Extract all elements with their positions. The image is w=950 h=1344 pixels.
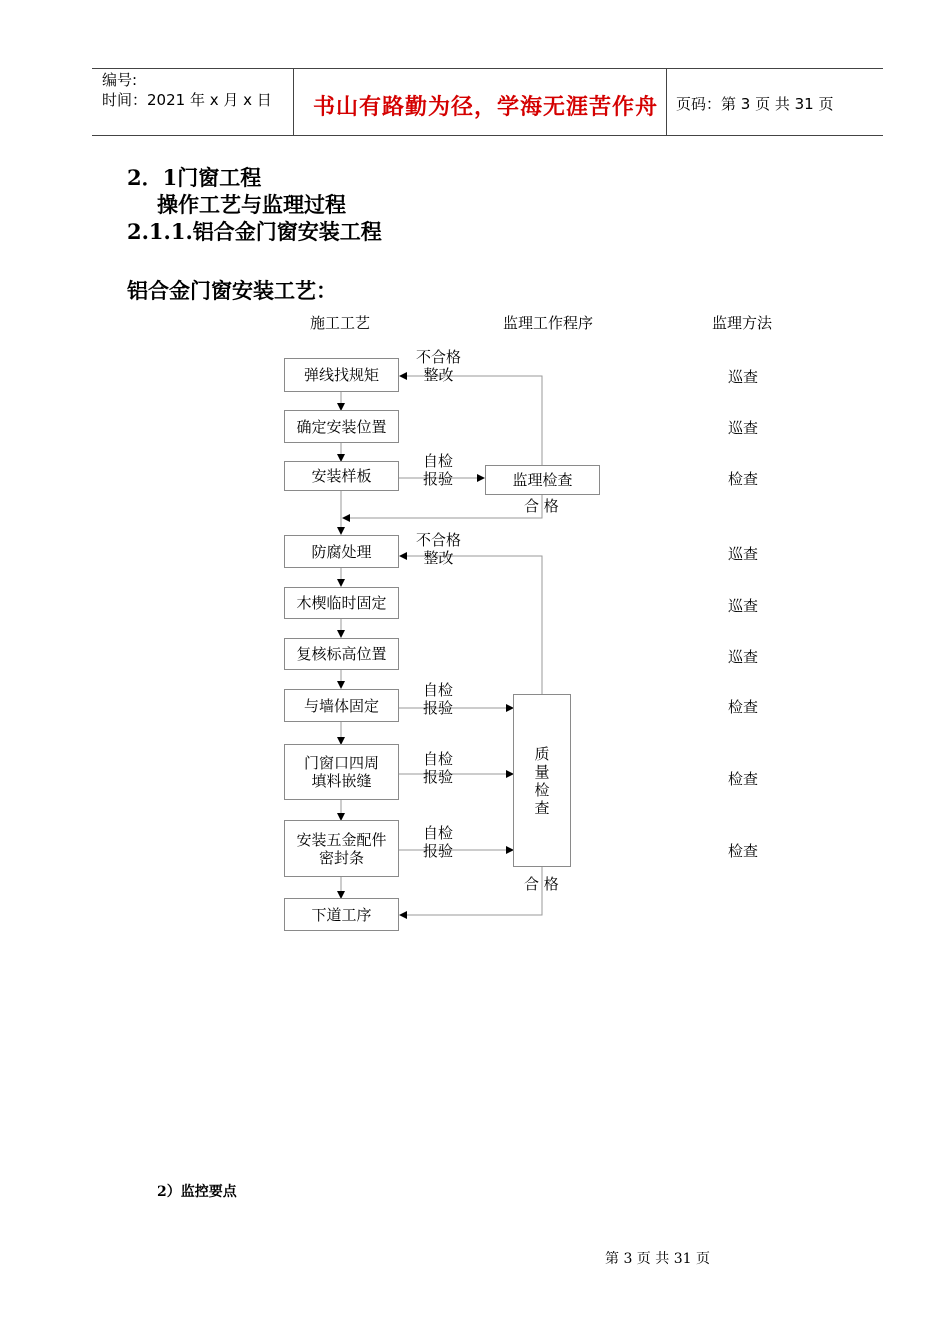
column-process: 施工工艺	[310, 314, 371, 332]
page-footer: 第 3 页 共 31 页	[605, 1251, 710, 1267]
supervision-check-box: 监理检查	[485, 465, 600, 495]
method-label: 巡查	[728, 597, 759, 615]
reject-label: 不合格 整改	[416, 348, 462, 384]
method-label: 巡查	[728, 419, 759, 437]
step-box: 下道工序	[284, 898, 399, 931]
step-box: 安装样板	[284, 461, 399, 491]
step-box: 与墙体固定	[284, 689, 399, 722]
section-heading: 2．1门窗工程	[127, 165, 262, 190]
step-box: 确定安装位置	[284, 410, 399, 443]
method-label: 检查	[728, 842, 759, 860]
column-supervision: 监理工作程序	[503, 314, 594, 332]
pass-label: 合 格	[524, 875, 559, 893]
header-time-label: 时间：2021 年 x 月 x 日	[102, 91, 272, 109]
self-check-label: 自检 报验	[423, 681, 454, 717]
self-check-label: 自检 报验	[423, 452, 454, 488]
monitoring-points-heading: 2）监控要点	[157, 1184, 237, 1200]
process-heading: 铝合金门窗安装工艺：	[127, 278, 337, 303]
method-label: 检查	[728, 698, 759, 716]
subsection-heading: 操作工艺与监理过程	[157, 192, 346, 217]
header-motto: 书山有路勤为径，学海无涯苦作舟	[313, 95, 659, 120]
header-number-label: 编号:	[102, 71, 138, 89]
method-label: 巡查	[728, 545, 759, 563]
header-page-label: 页码：第 3 页 共 31 页	[676, 95, 834, 113]
step-box: 复核标高位置	[284, 638, 399, 670]
reject-label: 不合格 整改	[416, 531, 462, 567]
pass-label: 合 格	[524, 497, 559, 515]
self-check-label: 自检 报验	[423, 750, 454, 786]
step-box: 防腐处理	[284, 535, 399, 568]
step-box: 木楔临时固定	[284, 587, 399, 619]
self-check-label: 自检 报验	[423, 824, 454, 860]
quality-check-box: 质 量 检 查	[513, 694, 571, 867]
method-label: 巡查	[728, 368, 759, 386]
subsubsection-heading: 2.1.1.铝合金门窗安装工程	[127, 219, 382, 244]
column-method: 监理方法	[712, 314, 773, 332]
method-label: 检查	[728, 770, 759, 788]
step-box: 弹线找规矩	[284, 358, 399, 392]
method-label: 巡查	[728, 648, 759, 666]
method-label: 检查	[728, 470, 759, 488]
step-box: 门窗口四周 填料嵌缝	[284, 744, 399, 800]
step-box: 安装五金配件 密封条	[284, 820, 399, 877]
